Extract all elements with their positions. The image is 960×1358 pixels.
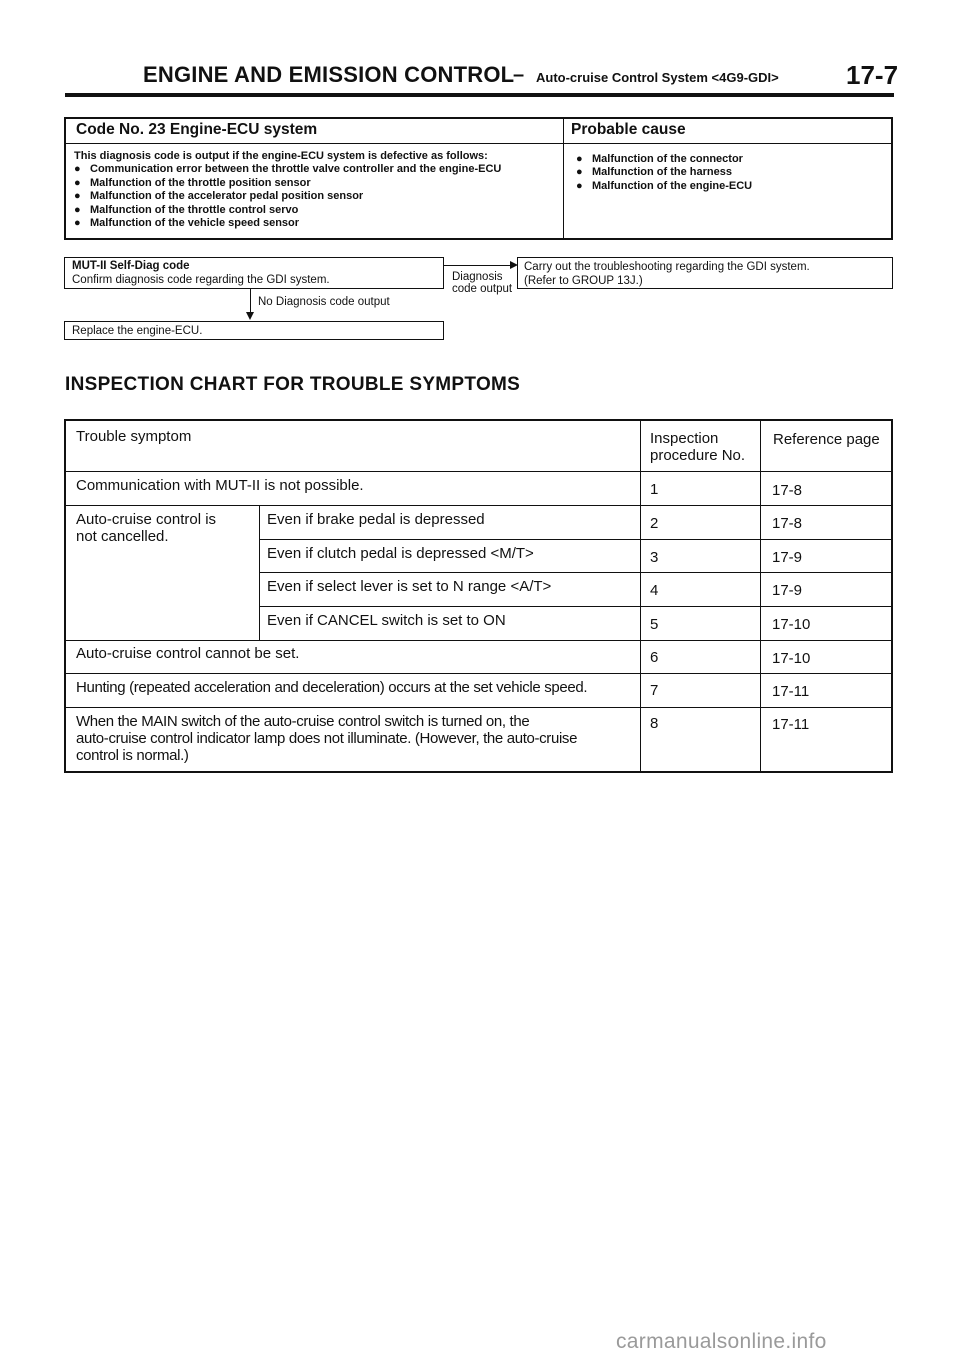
condition-item: ● Malfunction of the vehicle speed sensor: [74, 217, 300, 229]
cause-item: ● Malfunction of the engine-ECU: [576, 180, 753, 192]
reference-cell: 17-11: [772, 683, 810, 700]
procedure-cell: 6: [650, 649, 659, 666]
code-intro: This diagnosis code is output if the engine-ECU system is defective as follows:: [74, 150, 488, 162]
section-title: ENGINE AND EMISSION CONTROL: [143, 62, 515, 87]
arrow-down-icon: [246, 312, 254, 320]
header-rule: [65, 93, 894, 97]
procedure-cell: 8: [650, 715, 659, 732]
condition-item: ● Malfunction of the throttle position sensor: [74, 177, 311, 189]
reference-cell: 17-10: [772, 650, 811, 667]
reference-cell: 17-8: [772, 482, 803, 499]
symptom-cell: Even if CANCEL switch is set to ON: [267, 612, 506, 629]
code-title: Code No. 23 Engine-ECU system: [76, 121, 318, 138]
procedure-cell: 1: [650, 481, 659, 498]
header-reference-page: Reference page: [773, 431, 880, 448]
symptom-cell: Even if brake pedal is depressed: [267, 511, 485, 528]
flow-action-ref: (Refer to GROUP 13J.): [524, 275, 643, 287]
diagnosis-code-box: [64, 117, 893, 240]
flow-action-text: Carry out the troubleshooting regarding the GDI system.: [524, 261, 810, 273]
symptom-cell: Auto-cruise control cannot be set.: [76, 645, 300, 662]
condition-item: ● Malfunction of the accelerator pedal position sensor: [74, 190, 364, 202]
header-inspection-procedure: Inspection procedure No.: [650, 430, 746, 464]
symptom-cell: When the MAIN switch of the auto-cruise control switch is turned on, the auto-cruise control indicator lamp does not illuminate. (However, the auto-cruise control is normal.): [76, 713, 578, 764]
flow-action-text: Replace the engine-ECU.: [72, 325, 203, 337]
procedure-cell: 5: [650, 616, 659, 633]
reference-cell: 17-9: [772, 582, 803, 599]
reference-cell: 17-8: [772, 515, 803, 532]
symptom-cell: Even if select lever is set to N range <A/T>: [267, 578, 552, 595]
reference-cell: 17-9: [772, 549, 803, 566]
condition-item: ● Communication error between the throttle valve controller and the engine-ECU: [74, 163, 502, 175]
procedure-cell: 3: [650, 549, 659, 566]
branch-label-diagnosis: Diagnosis code output: [452, 271, 513, 295]
reference-cell: 17-10: [772, 616, 811, 633]
symptom-cell: Even if clutch pedal is depressed <M/T>: [267, 545, 534, 562]
flow-step-text: Confirm diagnosis code regarding the GDI system.: [72, 274, 330, 286]
procedure-cell: 7: [650, 682, 659, 699]
inspection-chart-title: INSPECTION CHART FOR TROUBLE SYMPTOMS: [65, 374, 521, 395]
condition-item: ● Malfunction of the throttle control servo: [74, 204, 299, 216]
flow-action-troubleshoot: [517, 257, 893, 289]
probable-cause-title: Probable cause: [571, 121, 686, 138]
header-dash: –: [513, 64, 525, 86]
symptom-cell: Hunting (repeated acceleration and deceleration) occurs at the set vehicle speed.: [76, 679, 588, 696]
branch-label-no-code: No Diagnosis code output: [258, 296, 390, 308]
inspection-chart-table: [64, 419, 893, 773]
watermark: carmanualsonline.info: [616, 1330, 827, 1353]
header-trouble-symptom: Trouble symptom: [76, 428, 192, 445]
reference-cell: 17-11: [772, 716, 810, 733]
symptom-cell: Communication with MUT-II is not possible.: [76, 477, 364, 494]
page-number: 17-7: [846, 60, 899, 90]
subsection-title: Auto-cruise Control System <4G9-GDI>: [536, 70, 779, 85]
cause-item: ● Malfunction of the harness: [576, 166, 732, 178]
flow-step-title: MUT-II Self-Diag code: [72, 260, 190, 272]
flow-connector: [250, 289, 251, 313]
flow-connector: [444, 265, 516, 266]
flow-action-replace: [64, 321, 444, 340]
cause-item: ● Malfunction of the connector: [576, 153, 743, 165]
symptom-group-label: Auto-cruise control is not cancelled.: [76, 511, 217, 545]
flow-step-self-diag: [64, 257, 444, 289]
procedure-cell: 2: [650, 515, 659, 532]
procedure-cell: 4: [650, 582, 659, 599]
